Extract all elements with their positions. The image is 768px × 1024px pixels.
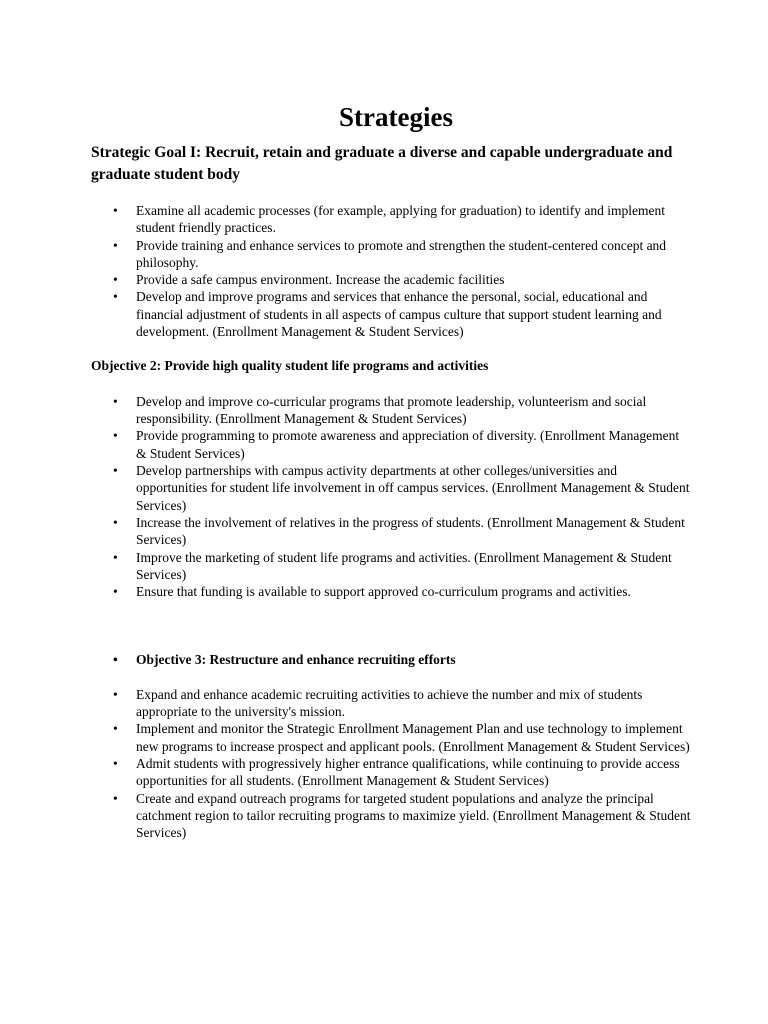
goal1-list	[91, 202, 691, 340]
bullet-icon: •	[113, 790, 118, 806]
list-item: • Improve the marketing of student life programs and activities. (Enrollment Management & Student Services)	[113, 549, 672, 582]
strategic-goal-heading: Strategic Goal I: Recruit, retain and graduate a diverse and capable undergraduate and graduate student body	[91, 144, 673, 183]
objective3-heading-list	[91, 651, 691, 668]
objective-3-heading: • Objective 3: Restructure and enhance recruiting efforts	[113, 652, 456, 668]
bullet-icon: •	[113, 755, 118, 771]
list-item: • Ensure that funding is available to support approved co-curriculum programs and activities.	[113, 584, 631, 600]
objective-2-heading: Objective 2: Provide high quality student life programs and activities	[91, 358, 489, 374]
list-item: • Implement and monitor the Strategic Enrollment Management Plan and use technology to implement new programs to increase prospect and applicant pools. (Enrollment Management & Student Services)	[113, 721, 690, 754]
bullet-icon: •	[113, 428, 118, 444]
objective2-list	[91, 393, 691, 601]
list-item: • Increase the involvement of relatives in the progress of students. (Enrollment Management & Student Services)	[113, 514, 685, 548]
document-page	[91, 100, 691, 841]
bullet-icon: •	[113, 237, 118, 253]
page-title: Strategies	[339, 102, 453, 132]
list-item: • Develop and improve co-curricular programs that promote leadership, volunteerism and social responsibility. (Enrollment Management & Student Services)	[113, 393, 647, 427]
bullet-icon: •	[113, 203, 118, 218]
bullet-icon: •	[113, 463, 118, 479]
bullet-icon: •	[113, 549, 118, 565]
list-item: • Develop and improve programs and services that enhance the personal, social, educational and financial adjustment of students in all aspects of campus culture that support student learning and development. (Enrollment Management & Student Services)	[113, 289, 662, 340]
bullet-icon: •	[113, 272, 118, 288]
bullet-icon: •	[113, 584, 118, 600]
list-item: • Expand and enhance academic recruiting activities to achieve the number and mix of students appropriate to the university's mission.	[113, 686, 643, 720]
bullet-icon: •	[113, 393, 118, 409]
list-item: • Provide programming to promote awareness and appreciation of diversity. (Enrollment Management & Student Services)	[113, 428, 680, 461]
bullet-icon: •	[113, 686, 118, 702]
objective3-list	[91, 686, 691, 842]
list-item: • Provide a safe campus environment. Increase the academic facilities	[113, 272, 505, 288]
bullet-icon: •	[113, 721, 118, 737]
list-item: • Admit students with progressively higher entrance qualifications, while continuing to provide access opportunities for all students. (Enrollment Management & Student Services)	[113, 755, 680, 789]
bullet-icon: •	[113, 652, 118, 668]
list-item: • Provide training and enhance services to promote and strengthen the student-centered concept and philosophy.	[113, 237, 667, 270]
list-item: • Create and expand outreach programs for targeted student populations and analyze the principal catchment region to tailor recruiting programs to maximize yield. (Enrollment Management & Student Services)	[113, 790, 691, 841]
list-item: • Examine all academic processes (for example, applying for graduation) to identify and implement student friendly practices.	[113, 203, 665, 236]
bullet-icon: •	[113, 514, 118, 530]
bullet-icon: •	[113, 289, 118, 305]
list-item: • Develop partnerships with campus activity departments at other colleges/universities and opportunities for student life involvement in off campus services. (Enrollment Management & Student Services)	[113, 463, 690, 513]
